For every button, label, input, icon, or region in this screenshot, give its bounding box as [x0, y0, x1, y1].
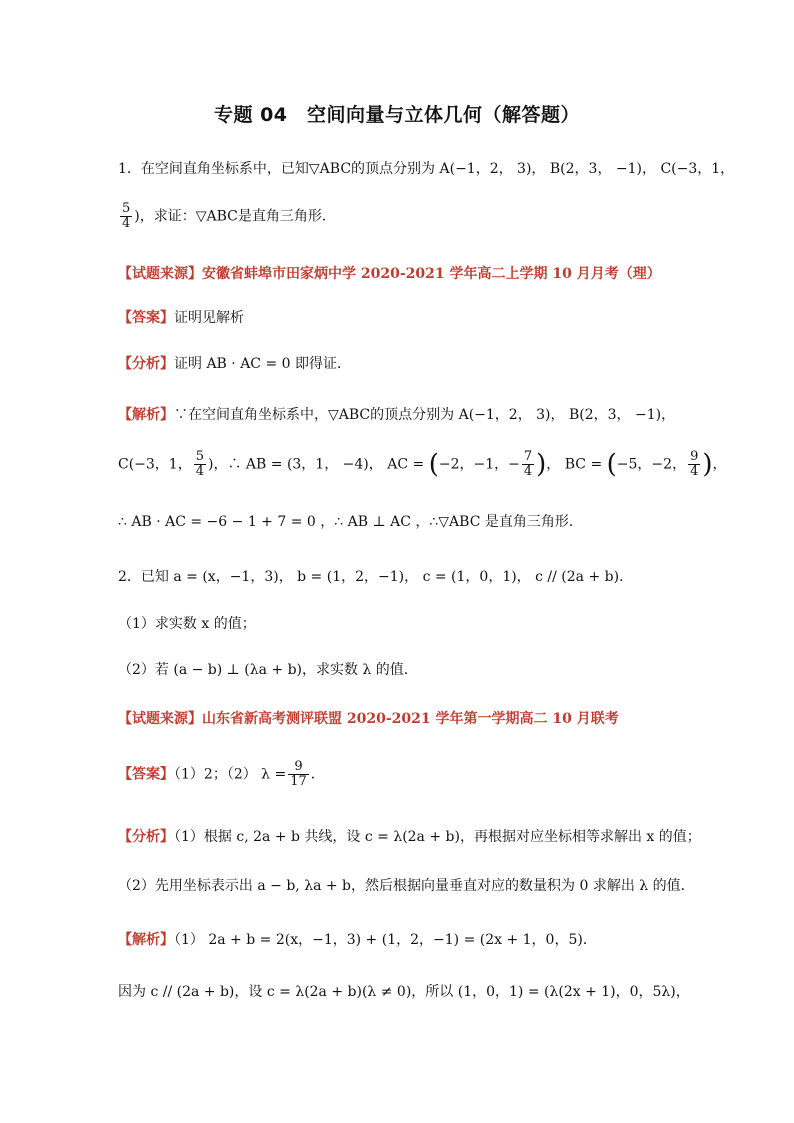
- q1-solution-line3: ∴ AB · AC = −6 − 1 + 7 = 0 ，∴ AB ⊥ AC ，∴▽ABC 是直角三角形．: [118, 514, 583, 530]
- q2-stem: 2．已知 a = (x，−1，3)， b = (1，2，−1)， c = (1，0，1)， c // (2a + b)．: [118, 569, 634, 585]
- q2-part1: （1）求实数 x 的值；: [118, 616, 256, 632]
- q2-solution2: 因为 c // (2a + b)，设 c = λ(2a + b)(λ ≠ 0)，所以 (1，0，1) = (λ(2x + 1)，0，5λ)，: [118, 984, 690, 1000]
- q1-analysis: 【分析】证明 AB · AC = 0 即得证．: [118, 356, 352, 372]
- q2-source: 【试题来源】山东省新高考测评联盟 2020-2021 学年第一学期高二 10 月联考: [118, 711, 619, 727]
- q1-stem-line2: $\frac{5}{4}$ )，求证：▽ABC是直角三角形．: [122, 201, 336, 231]
- q1-solution-line1: 【解析】∵在空间直角坐标系中，▽ABC的顶点分别为 A(−1，2， 3)， B(2，3， −1)，: [118, 407, 676, 423]
- q1-source: 【试题来源】安徽省蚌埠市田家炳中学 2020-2021 学年高二上学期 10 月月考（理）: [118, 266, 661, 282]
- q2-answer-fraction: $\frac{9}{17}$: [290, 759, 307, 789]
- q1-solution-line2: C(−3，1， $\frac{5}{4}$ )，∴ AB = (3，1， −4)， AC = (−2，−1，− $\frac{7}{4}$ )， BC = (−5，−2， $\frac{9}{4}$ )，: [118, 449, 727, 480]
- page-title: 专题 04 空间向量与立体几何（解答题）: [213, 104, 581, 126]
- q2-analysis1: 【分析】（1）根据 c, 2a + b 共线，设 c = λ(2a + b)，再根据对应坐标相等求解出 x 的值；: [118, 829, 701, 845]
- q1-fraction: $\frac{5}{4}$: [122, 201, 131, 231]
- q1-sol-fraction-2: $\frac{7}{4}$: [523, 449, 533, 479]
- q1-sol-fraction-3: $\frac{9}{4}$: [690, 449, 699, 479]
- q1-stem-line1: 1．在空间直角坐标系中，已知▽ABC的顶点分别为 A(−1，2， 3)， B(2，3， −1)， C(−3，1，: [118, 161, 735, 177]
- q2-answer: 【答案】（1）2；（2） λ = $\frac{9}{17}$ ．: [118, 759, 325, 789]
- q1-sol-fraction-1: $\frac{5}{4}$: [195, 449, 204, 479]
- q1-answer: 【答案】证明见解析: [118, 310, 244, 326]
- q2-part2: （2）若 (a − b) ⊥ (λa + b)，求实数 λ 的值．: [118, 662, 418, 678]
- q2-analysis2: （2）先用坐标表示出 a − b, λa + b，然后根据向量垂直对应的数量积为 0 求解出 λ 的值．: [118, 878, 695, 894]
- q2-solution1: 【解析】（1） 2a + b = 2(x，−1，3) + (1，2，−1) = (2x + 1，0，5)．: [118, 932, 597, 948]
